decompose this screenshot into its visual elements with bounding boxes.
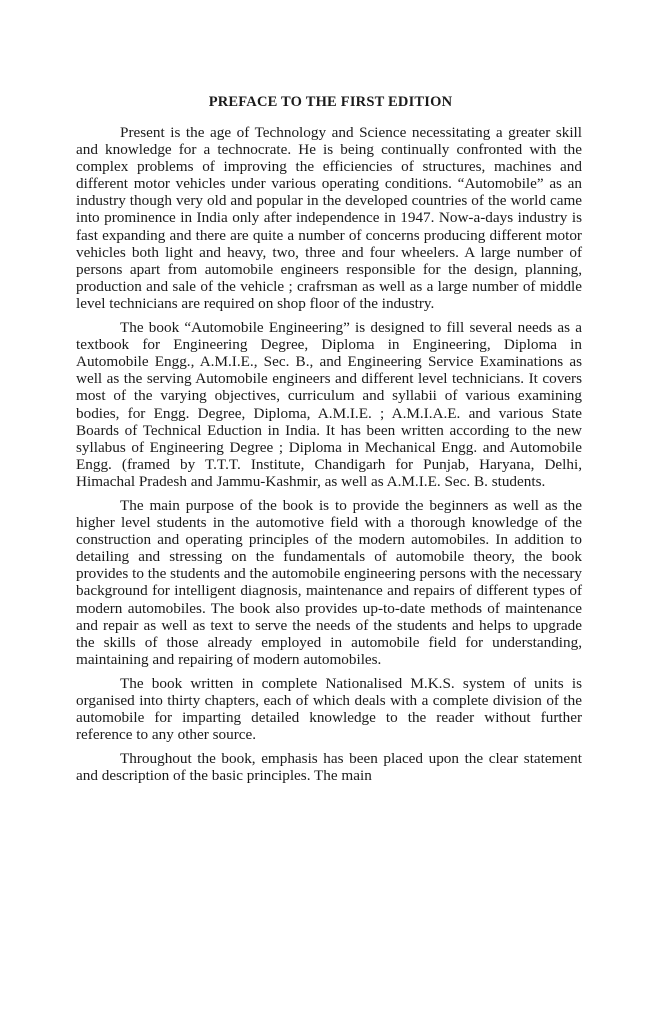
paragraph-4: The book written in complete Nationalised M.K.S. system of units is organised into thirty chapters, each of which deals with a complete division of the automobile for imparting detailed knowledge to the reader without further reference to any other source.	[76, 674, 582, 744]
paragraph-1: Present is the age of Technology and Science necessitating a greater skill and knowledge for a technocrate. He is being continually confronted with the complex problems of improving the efficiencies of structures, machines and different motor vehicles under various operating conditions. “Automobile” as an industry though very old and popular in the developed countries of the world came into prominence in India only after independence in 1947. Now-a-days industry is fast expanding and there are quite a number of concerns producing different motor vehicles both light and heavy, two, three and four wheelers. A large number of persons apart from automobile engineers responsible for the design, planning, production and sale of the vehicle ; crafrsman as well as a large number of middle level technicians are required on shop floor of the industry.	[76, 124, 582, 312]
preface-body	[76, 124, 582, 784]
paragraph-2: The book “Automobile Engineering” is designed to fill several needs as a textbook for Engineering Degree, Diploma in Engineering, Diploma in Automobile Engg., A.M.I.E., Sec. B., and Engineering Service Examinations as well as the serving Automobile engineers and different level technicians. It covers most of the varying objectives, curriculum and syllabii of various examining bodies, for Engg. Degree, Diploma, A.M.I.E. ; A.M.I.A.E. and various State Boards of Technical Eduction in India. It has been written according to the new syllabus of Engineering Degree ; Diploma in Mechanical Engg. and Automobile Engg. (framed by T.T.T. Institute, Chandigarh for Punjab, Haryana, Delhi, Himachal Pradesh and Jammu-Kashmir, as well as A.M.I.E. Sec. B. students.	[76, 319, 582, 490]
paragraph-5: Throughout the book, emphasis has been placed upon the clear statement and description of the basic principles. The main	[76, 750, 582, 785]
paragraph-3: The main purpose of the book is to provide the beginners as well as the higher level students in the automotive field with a thorough knowledge of the construction and operating principles of the modern automobiles. In addition to detailing and stressing on the fundamentals of automobile theory, the book provides to the students and the automobile engineering persons with the necessary background for intelligent diagnosis, maintenance and repairs of different types of modern automobiles. The book also provides up-to-date methods of maintenance and repair as well as text to serve the needs of the students and helps to upgrade the skills of those already employed in automobile field for understanding, maintaining and repairing of modern automobiles.	[76, 496, 582, 668]
preface-title: PREFACE TO THE FIRST EDITION	[208, 94, 453, 110]
